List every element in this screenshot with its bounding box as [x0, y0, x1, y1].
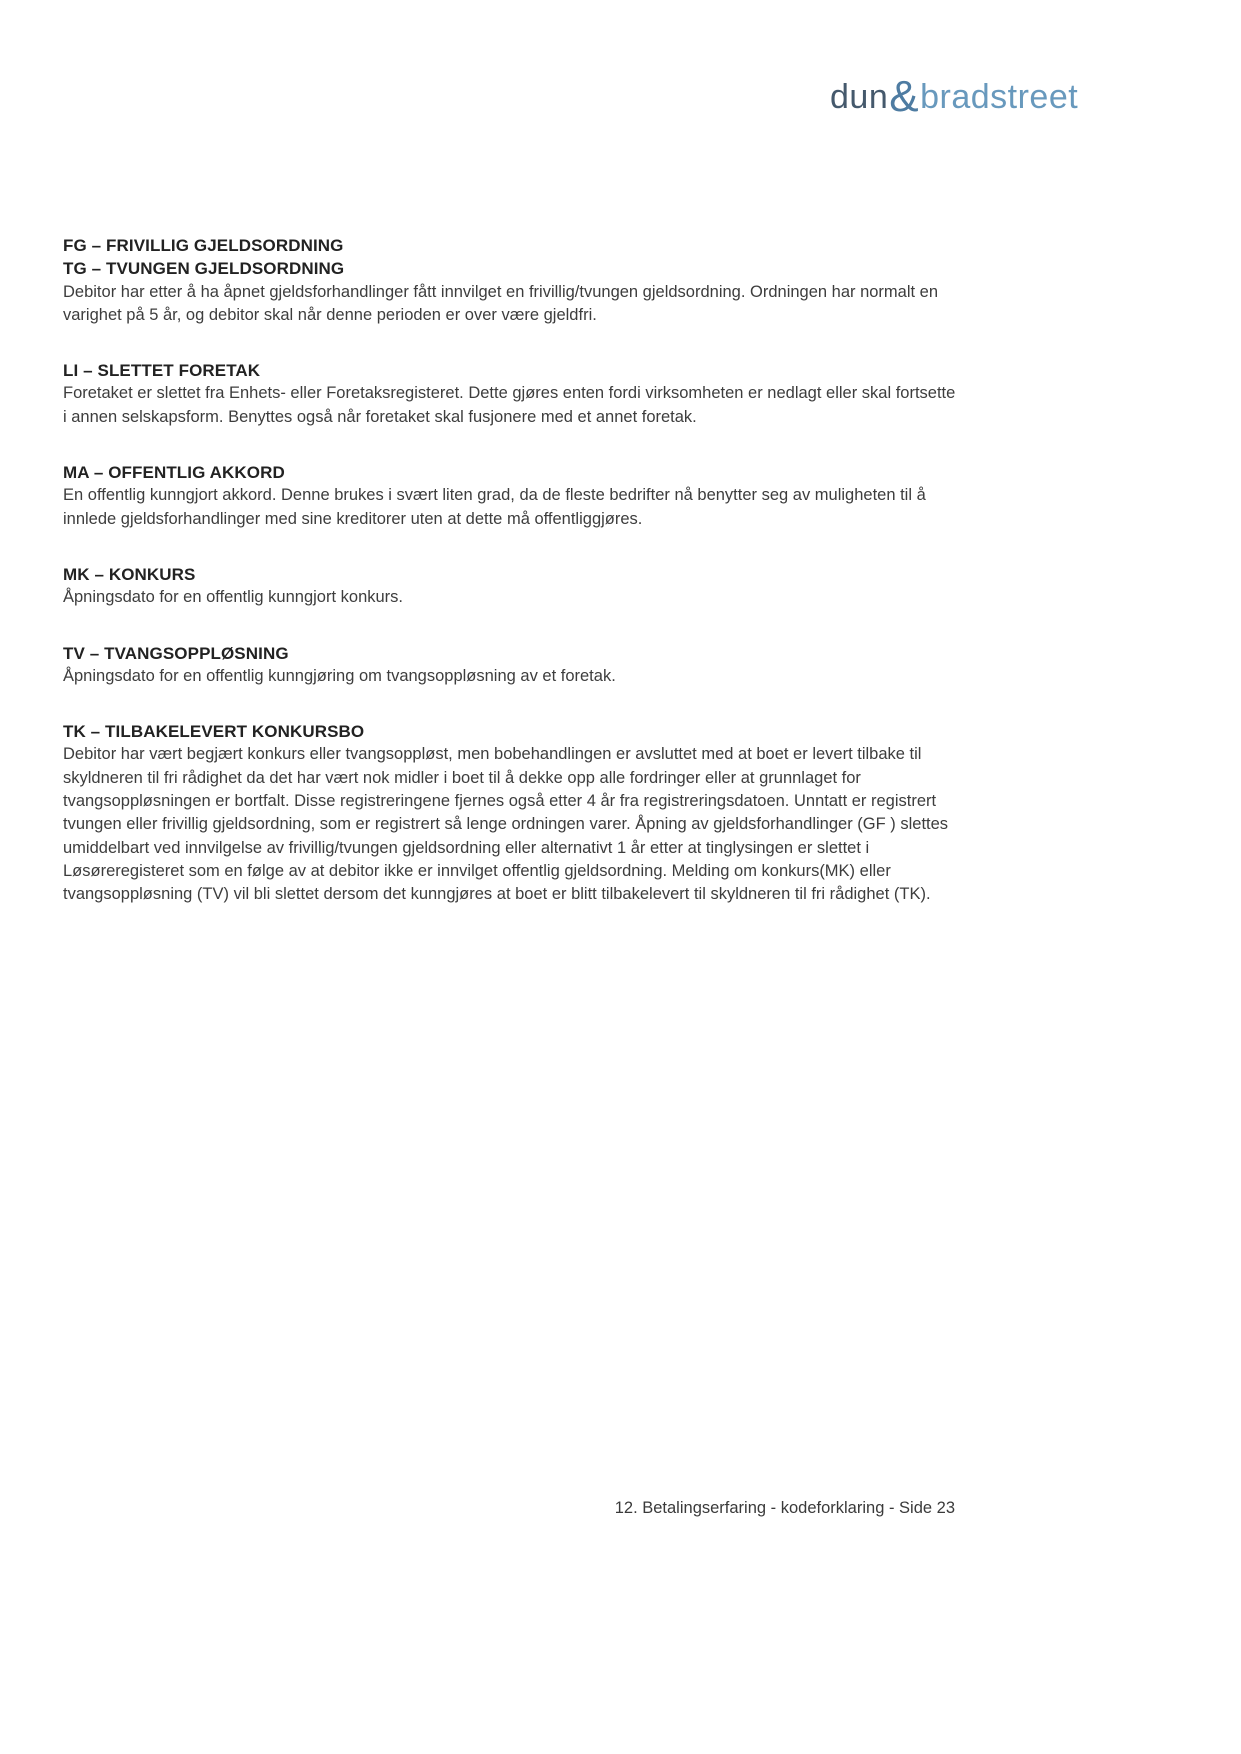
- dun-bradstreet-logo: [830, 72, 1079, 121]
- section-mk: [63, 563, 960, 610]
- section-tv: [63, 642, 960, 689]
- logo-ampersand-icon: &: [889, 72, 920, 121]
- section-body-tv: Åpningsdato for en offentlig kunngjøring om tvangsoppløsning av et foretak.: [63, 666, 616, 685]
- logo-word-bradstreet: bradstreet: [920, 78, 1079, 116]
- section-heading-tv: TV – TVANGSOPPLØSNING: [63, 643, 289, 663]
- page-footer: 12. Betalingserfaring - kodeforklaring - Side 23: [614, 1499, 955, 1517]
- section-body-ma: En offentlig kunngjort akkord. Denne brukes i svært liten grad, da de fleste bedrifter nå benytter seg av muligheten til å innlede gjeldsforhandlinger med sine kreditorer uten at dette må offentliggjøres.: [63, 486, 926, 528]
- section-heading-fg: FG – FRIVILLIG GJELDSORDNING: [63, 236, 344, 255]
- section-body-fg-tg: Debitor har etter å ha åpnet gjeldsforhandlinger fått innvilget en frivillig/tvungen gjeldsordning. Ordningen har normalt en varighet på 5 år, og debitor skal når denne perioden er over være gjeldfri.: [63, 282, 939, 324]
- section-heading-mk: MK – KONKURS: [63, 564, 196, 584]
- section-body-tk: Debitor har vært begjært konkurs eller tvangsoppløst, men bobehandlingen er avsluttet med at boet er levert tilbake til skyldneren til fri rådighet da det har vært nok midler i boet til å dekke opp alle fordringer eller at grunnlaget for tvangsoppløsningen er bortfalt. Disse registreringene fjernes også etter 4 år fra registreringsdatoen. Unntatt er registrert tvungen eller frivillig gjeldsordning, som er registrert så lenge ordningen varer. Åpning av gjeldsforhandlinger (GF ) slettes umiddelbart ved innvilgelse av frivillig/tvungen gjeldsordning eller alternativt 1 år etter at tinglysingen er slettet i Løsøreregisteret som en følge av at debitor ikke er innvilget offentlig gjeldsordning. Melding om konkurs(MK) eller tvangsoppløsning (TV) vil bli slettet dersom det kunngjøres at boet er blitt tilbakelevert til skyldneren til fri rådighet (TK).: [63, 745, 949, 904]
- section-body-li: Foretaket er slettet fra Enhets- eller Foretaksregisteret. Dette gjøres enten fordi virksomheten er nedlagt eller skal fortsette i annen selskapsform. Benyttes også når foretaket skal fusjonere med et annet foretak.: [63, 384, 956, 426]
- section-fg-tg: [63, 234, 960, 327]
- section-heading-tg: TG – TVUNGEN GJELDSORDNING: [63, 259, 345, 279]
- section-ma: [63, 461, 960, 531]
- section-body-mk: Åpningsdato for en offentlig kunngjort konkurs.: [63, 588, 403, 607]
- section-heading-ma: MA – OFFENTLIG AKKORD: [63, 463, 285, 483]
- section-heading-li: LI – SLETTET FORETAK: [63, 361, 261, 381]
- section-heading-tk: TK – TILBAKELEVERT KONKURSBO: [63, 722, 365, 742]
- section-tk: [63, 720, 960, 906]
- logo-word-dun: dun: [830, 78, 889, 116]
- code-explanations: [63, 234, 960, 939]
- section-li: [63, 359, 960, 429]
